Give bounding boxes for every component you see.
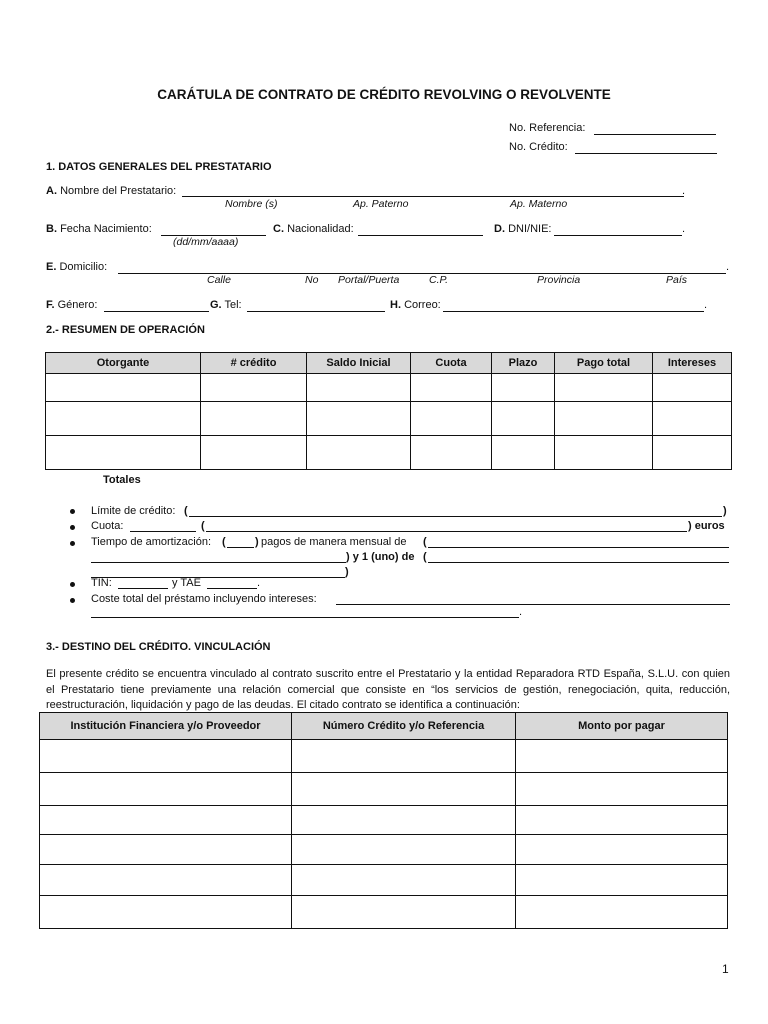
fecha-hint: (dd/mm/aaaa) — [173, 236, 239, 248]
letter-c: C. — [273, 223, 284, 235]
col-saldo-inicial: Saldo Inicial — [307, 353, 411, 374]
genero-label: Género: — [57, 299, 98, 311]
final-open-paren: ( — [423, 551, 427, 563]
table-cell[interactable] — [201, 436, 307, 470]
table-row — [46, 374, 732, 402]
tel-label: Tel: — [224, 299, 242, 311]
table-cell[interactable] — [292, 740, 516, 773]
bullet-dot — [70, 525, 75, 530]
row-a-label — [46, 185, 176, 197]
paterno-hint: Ap. Paterno — [353, 198, 409, 210]
final-pago-field[interactable] — [428, 562, 729, 563]
mensual-open-paren: ( — [423, 536, 427, 548]
correo-label: Correo: — [404, 299, 441, 311]
cuota-field[interactable] — [130, 531, 196, 532]
fecha-label: Fecha Nacimiento: — [60, 223, 152, 235]
referencia-field[interactable] — [594, 134, 716, 135]
destino-header-row — [40, 713, 728, 740]
tiempo-pagos-field[interactable] — [227, 547, 254, 548]
genero-field[interactable] — [104, 311, 209, 312]
portal-hint: Portal/Puerta — [338, 274, 400, 286]
section2-heading: 2.- RESUMEN DE OPERACIÓN — [46, 324, 205, 336]
table-cell[interactable] — [292, 865, 516, 896]
nombre-hint: Nombre (s) — [225, 198, 278, 210]
table-cell[interactable] — [411, 374, 492, 402]
col-cuota: Cuota — [411, 353, 492, 374]
col-numero-credito: Número Crédito y/o Referencia — [292, 713, 516, 740]
table-cell[interactable] — [516, 896, 728, 929]
col-credito: # crédito — [201, 353, 307, 374]
section1-heading: 1. DATOS GENERALES DEL PRESTATARIO — [46, 161, 272, 173]
table-cell[interactable] — [201, 402, 307, 436]
table-cell[interactable] — [292, 773, 516, 806]
coste-dot: . — [519, 606, 523, 618]
table-cell[interactable] — [201, 374, 307, 402]
calle-hint: Calle — [207, 274, 231, 286]
row-e-label — [46, 261, 107, 273]
dni-label: DNI/NIE: — [508, 223, 552, 235]
tin-dot: . — [257, 577, 261, 589]
table-row — [40, 773, 728, 806]
col-institucion: Institución Financiera y/o Proveedor — [40, 713, 292, 740]
table-cell[interactable] — [492, 402, 555, 436]
vinculacion-paragraph: El presente crédito se encuentra vinculado al contrato suscrito entre el Prestatario y la entidad Reparadora RTD España, S.L.U. con quien el Prestatario tiene previamente una relación comercial que consiste en “los servicios de gestión, renegociación, quita, reducción, reestructuración, liquidación y pago de las deudas. El citado contrato se identifica a continuación: — [46, 668, 730, 711]
table-row — [40, 806, 728, 835]
table-cell[interactable] — [516, 865, 728, 896]
tae-field[interactable] — [207, 588, 257, 589]
nacionalidad-label: Nacionalidad: — [287, 223, 354, 235]
bullet-dot — [70, 509, 75, 514]
col-otorgante: Otorgante — [46, 353, 201, 374]
document-title: CARÁTULA DE CONTRATO DE CRÉDITO REVOLVING O REVOLVENTE — [157, 87, 611, 102]
row-b-label — [46, 223, 152, 235]
bullet-dot — [70, 582, 75, 587]
letter-e: E. — [46, 261, 57, 273]
tiempo-label: Tiempo de amortización: — [91, 536, 212, 548]
table-cell[interactable] — [555, 402, 653, 436]
nombre-prestatario-label: Nombre del Prestatario: — [60, 185, 177, 197]
table-cell[interactable] — [516, 806, 728, 835]
totales-label: Totales — [103, 474, 141, 486]
table-cell[interactable] — [516, 740, 728, 773]
table-row — [46, 402, 732, 436]
limite-field[interactable] — [189, 516, 722, 517]
row-e-dot: . — [726, 261, 730, 273]
col-monto: Monto por pagar — [516, 713, 728, 740]
table-cell[interactable] — [40, 865, 292, 896]
table-cell[interactable] — [292, 806, 516, 835]
no-hint: No — [305, 274, 319, 286]
table-cell[interactable] — [46, 402, 201, 436]
table-cell[interactable] — [516, 773, 728, 806]
bullet-dot — [70, 541, 75, 546]
cuota-label: Cuota: — [91, 520, 124, 532]
row-c-label — [273, 223, 354, 235]
section3-heading: 3.- DESTINO DEL CRÉDITO. VINCULACIÓN — [46, 641, 271, 653]
letter-h: H. — [390, 299, 401, 311]
table-cell[interactable] — [307, 374, 411, 402]
y1-label: ) y 1 (uno) de — [346, 551, 415, 563]
tae-label: y TAE — [172, 577, 201, 589]
letter-g: G. — [210, 299, 222, 311]
table-cell[interactable] — [555, 436, 653, 470]
resumen-table — [45, 352, 732, 470]
materno-hint: Ap. Materno — [510, 198, 568, 210]
table-cell[interactable] — [40, 773, 292, 806]
row-a-dot: . — [682, 185, 686, 197]
tin-label: TIN: — [91, 577, 112, 589]
tiempo-open-paren: ( — [222, 536, 226, 548]
row-d-label — [494, 223, 551, 235]
letter-b: B. — [46, 223, 57, 235]
resumen-header-row — [46, 353, 732, 374]
table-cell[interactable] — [40, 835, 292, 865]
tiempo-close-paren: ) — [255, 536, 259, 548]
credito-field[interactable] — [575, 153, 717, 154]
table-cell[interactable] — [46, 436, 201, 470]
dni-field[interactable] — [554, 235, 682, 236]
final-close-paren: ) — [345, 566, 349, 578]
row-f-label — [46, 299, 97, 311]
table-cell[interactable] — [40, 740, 292, 773]
table-row — [40, 835, 728, 865]
coste-label: Coste total del préstamo incluyendo intereses: — [91, 593, 317, 605]
page-number: 1 — [722, 962, 729, 976]
table-row — [46, 436, 732, 470]
domicilio-label: Domicilio: — [59, 261, 108, 273]
cp-hint: C.P. — [429, 274, 449, 286]
row-d-dot: . — [682, 223, 686, 235]
table-cell[interactable] — [307, 436, 411, 470]
bullet-dot — [70, 598, 75, 603]
letter-f: F. — [46, 299, 55, 311]
table-cell[interactable] — [653, 436, 732, 470]
tel-field[interactable] — [247, 311, 385, 312]
pais-hint: País — [666, 274, 688, 286]
table-cell[interactable] — [292, 896, 516, 929]
table-cell[interactable] — [516, 835, 728, 865]
cuota-words-field[interactable] — [206, 531, 687, 532]
final-pago-field-cont[interactable] — [91, 577, 345, 578]
table-cell[interactable] — [40, 896, 292, 929]
row-h-label — [390, 299, 441, 311]
table-cell[interactable] — [555, 374, 653, 402]
row-h-dot: . — [704, 299, 708, 311]
table-cell[interactable] — [307, 402, 411, 436]
correo-field[interactable] — [443, 311, 704, 312]
col-plazo: Plazo — [492, 353, 555, 374]
table-cell[interactable] — [292, 835, 516, 865]
destino-table — [39, 712, 728, 929]
table-row — [40, 740, 728, 773]
tin-field[interactable] — [118, 588, 168, 589]
nombre-prestatario-field[interactable] — [182, 196, 684, 197]
row-g-label — [210, 299, 242, 311]
pagos-label: pagos de manera mensual de — [261, 536, 407, 548]
nacionalidad-field[interactable] — [358, 235, 483, 236]
table-cell[interactable] — [46, 374, 201, 402]
euros-label: ) euros — [688, 520, 725, 532]
provincia-hint: Provincia — [537, 274, 581, 286]
table-cell[interactable] — [492, 436, 555, 470]
referencia-label: No. Referencia: — [509, 122, 586, 134]
mensual-field-cont[interactable] — [91, 562, 346, 563]
table-cell[interactable] — [653, 402, 732, 436]
coste-field-cont[interactable] — [91, 617, 519, 618]
table-cell[interactable] — [492, 374, 555, 402]
letter-a: A. — [46, 185, 57, 197]
col-pago-total: Pago total — [555, 353, 653, 374]
table-row — [40, 896, 728, 929]
table-cell[interactable] — [40, 806, 292, 835]
table-cell[interactable] — [411, 402, 492, 436]
credito-label: No. Crédito: — [509, 141, 568, 153]
limite-open-paren: ( — [184, 505, 188, 517]
letter-d: D. — [494, 223, 505, 235]
table-row — [40, 865, 728, 896]
limite-close-paren: ) — [723, 505, 727, 517]
col-intereses: Intereses — [653, 353, 732, 374]
table-cell[interactable] — [411, 436, 492, 470]
table-cell[interactable] — [653, 374, 732, 402]
limite-label: Límite de crédito: — [91, 505, 176, 517]
mensual-field[interactable] — [428, 547, 729, 548]
cuota-open-paren: ( — [201, 520, 205, 532]
coste-field[interactable] — [336, 604, 730, 605]
